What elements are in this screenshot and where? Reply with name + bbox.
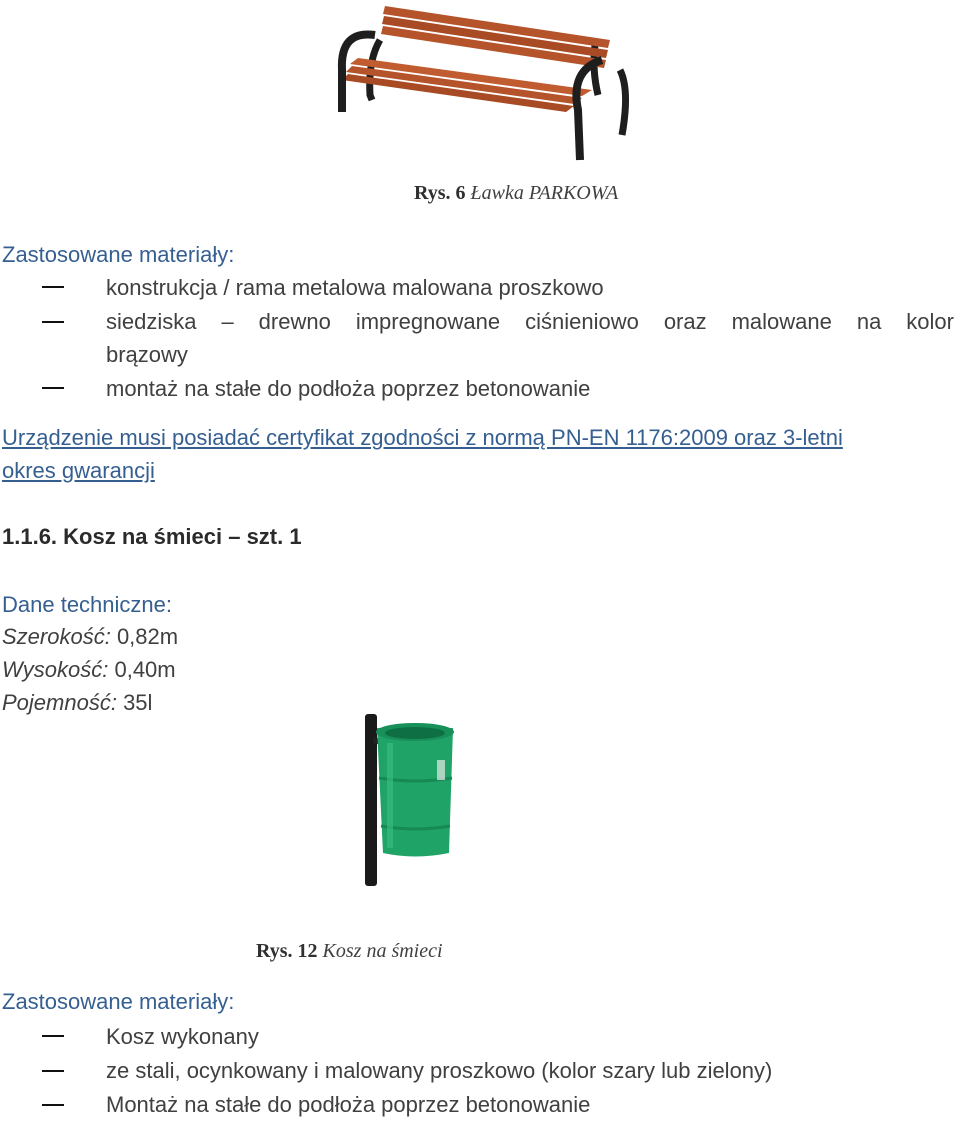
tech-height-label: Wysokość: bbox=[2, 657, 109, 682]
list-dash bbox=[42, 1035, 64, 1037]
trash-bin-image bbox=[355, 708, 470, 893]
list-item: ze stali, ocynkowany i malowany proszkowo (kolor szary lub zielony) bbox=[106, 1058, 773, 1083]
list-dash bbox=[42, 321, 64, 323]
list-dash bbox=[42, 286, 64, 288]
bin-caption-title: Kosz na śmieci bbox=[322, 940, 443, 962]
list-dash bbox=[42, 1070, 64, 1072]
tech-height bbox=[2, 654, 176, 686]
list-item-continuation: brązowy bbox=[106, 342, 188, 367]
list-item: Montaż na stałe do podłoża poprzez betonowanie bbox=[106, 1092, 591, 1117]
list-dash bbox=[42, 1104, 64, 1106]
materials-heading-1: Zastosowane materiały: bbox=[2, 242, 235, 267]
tech-width-label: Szerokość: bbox=[2, 624, 111, 649]
bench-caption-title: Ławka PARKOWA bbox=[470, 182, 619, 204]
section-title: 1.1.6. Kosz na śmieci – szt. 1 bbox=[2, 524, 302, 549]
tech-heading: Dane techniczne: bbox=[2, 592, 172, 617]
tech-capacity bbox=[2, 687, 152, 719]
bin-caption bbox=[256, 940, 443, 963]
tech-capacity-value: 35l bbox=[116, 690, 153, 715]
tech-capacity-label: Pojemność: bbox=[2, 690, 117, 715]
tech-width bbox=[2, 621, 178, 653]
certificate-note-line-2: okres gwarancji bbox=[2, 458, 155, 483]
list-item: montaż na stałe do podłoża poprzez betonowanie bbox=[106, 376, 591, 401]
list-item: siedziska – drewno impregnowane ciśnieniowo oraz malowane na kolor bbox=[106, 309, 954, 334]
list-item: Kosz wykonany bbox=[106, 1024, 259, 1049]
certificate-note-line-1: Urządzenie musi posiadać certyfikat zgodności z normą PN-EN 1176:2009 oraz 3-letni bbox=[2, 425, 843, 450]
materials-heading-2: Zastosowane materiały: bbox=[2, 989, 235, 1014]
list-dash bbox=[42, 387, 64, 389]
list-item: konstrukcja / rama metalowa malowana proszkowo bbox=[106, 275, 604, 300]
bench-caption-label: Rys. 6 bbox=[414, 182, 466, 204]
tech-width-value: 0,82m bbox=[110, 624, 179, 649]
park-bench-image bbox=[330, 0, 630, 170]
tech-height-value: 0,40m bbox=[108, 657, 176, 682]
bench-caption bbox=[414, 182, 618, 205]
bin-caption-label: Rys. 12 bbox=[256, 940, 318, 962]
